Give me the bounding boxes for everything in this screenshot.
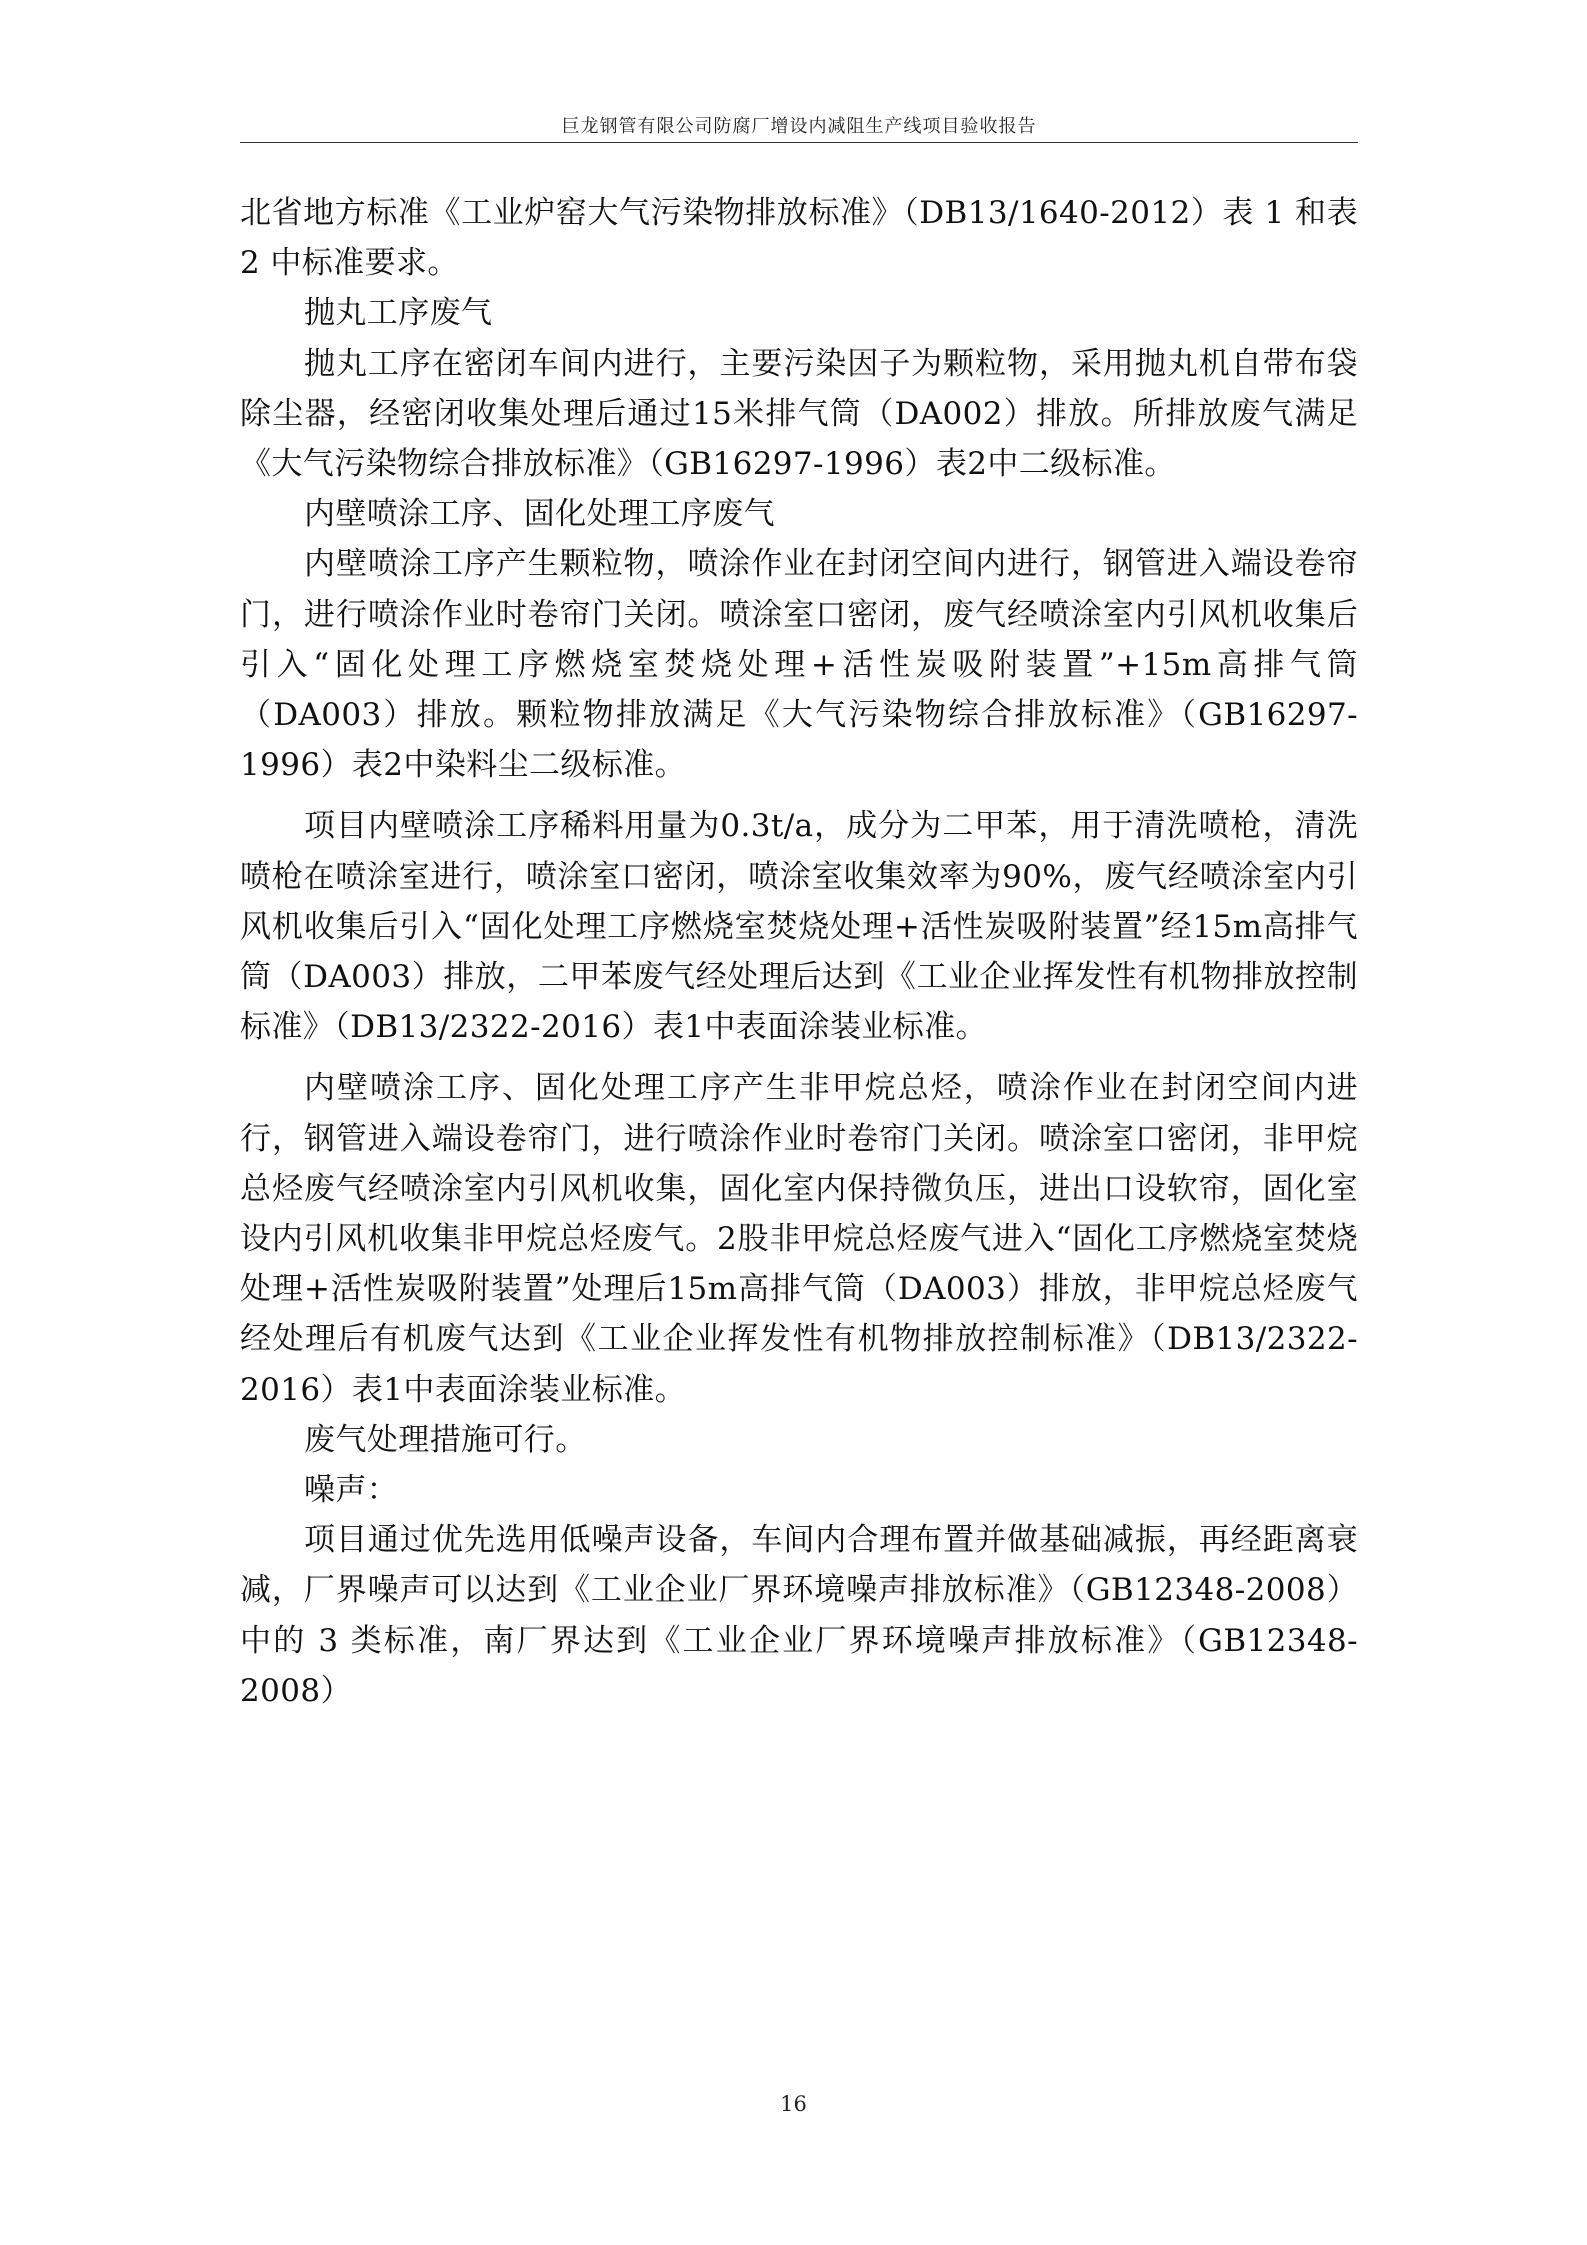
subheading-noise: 噪声： [304,1472,399,1509]
running-header: 巨龙钢管有限公司防腐厂增设内减阻生产线项目验收报告 [561,116,1037,137]
body-text [240,188,1358,1716]
paragraph-spraying-particulates: 内壁喷涂工序产生颗粒物，喷涂作业在封闭空间内进行，钢管进入端设卷帘门，进行喷涂作业时卷帘门关闭。喷涂室口密闭，废气经喷涂室内引风机收集后引入“固化处理工序燃烧室焚烧处理+活性炭吸附装置”+15m高排气筒（DA003）排放。颗粒物排放满足《大气污染物综合排放标准》（GB16297-1996）表2中染料尘二级标准。 [240,546,1358,784]
page-number: 16 [780,2092,807,2116]
paragraph-measures-feasible: 废气处理措施可行。 [304,1421,587,1458]
subheading-shot-blasting-exhaust: 抛丸工序废气 [304,295,493,332]
header-divider [240,142,1358,143]
paragraph-xylene: 项目内壁喷涂工序稀料用量为0.3t/a，成分为二甲苯，用于清洗喷枪，清洗喷枪在喷涂室进行，喷涂室口密闭，喷涂室收集效率为90%，废气经喷涂室内引风机收集后引入“固化处理工序燃烧室焚烧处理+活性炭吸附装置”经15m高排气筒（DA003）排放，二甲苯废气经处理后达到《工业企业挥发性有机物排放控制标准》（DB13/2322-2016）表1中表面涂装业标准。 [240,808,1358,1046]
paragraph-continuation: 北省地方标准《工业炉窑大气污染物排放标准》（DB13/1640-2012）表 1 和表 2 中标准要求。 [240,195,1358,282]
paragraph-non-methane-hydrocarbons: 内壁喷涂工序、固化处理工序产生非甲烷总烃，喷涂作业在封闭空间内进行，钢管进入端设卷帘门，进行喷涂作业时卷帘门关闭。喷涂室口密闭，非甲烷总烃废气经喷涂室内引风机收集，固化室内保持微负压，进出口设软帘，固化室设内引风机收集非甲烷总烃废气。2股非甲烷总烃废气进入“固化工序燃烧室焚烧处理+活性炭吸附装置”处理后15m高排气筒（DA003）排放，非甲烷总烃废气经处理后有机废气达到《工业企业挥发性有机物排放控制标准》（DB13/2322-2016）表1中表面涂装业标准。 [240,1070,1358,1408]
subheading-spraying-curing-exhaust: 内壁喷涂工序、固化处理工序废气 [304,496,775,533]
paragraph-shot-blasting: 抛丸工序在密闭车间内进行，主要污染因子为颗粒物，采用抛丸机自带布袋除尘器，经密闭收集处理后通过15米排气筒（DA002）排放。所排放废气满足《大气污染物综合排放标准》（GB16297-1996）表2中二级标准。 [240,345,1358,483]
paragraph-noise: 项目通过优先选用低噪声设备，车间内合理布置并做基础减振，再经距离衰减，厂界噪声可以达到《工业企业厂界环境噪声排放标准》（GB12348-2008）中的 3 类标准，南厂界达到《工业企业厂界环境噪声排放标准》（GB12348-2008） [240,1522,1358,1709]
